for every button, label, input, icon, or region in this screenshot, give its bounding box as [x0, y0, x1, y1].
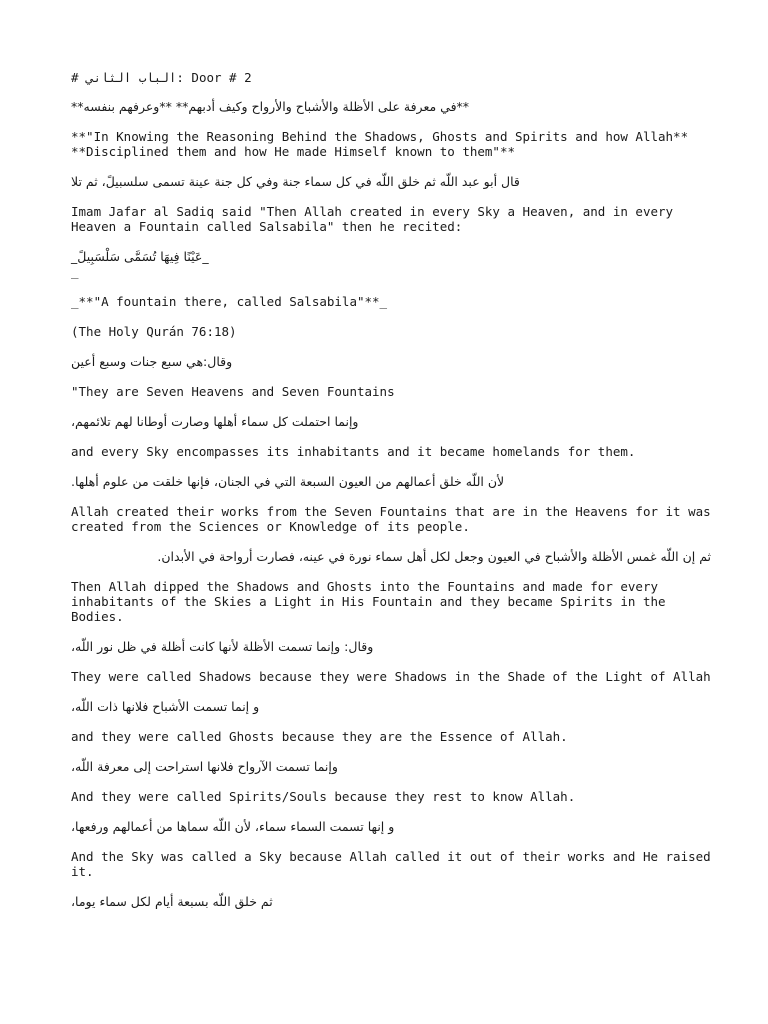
verse-citation: (The Holy Qurán 76:18): [71, 324, 237, 339]
arabic-verse: _عَيْنًا فِيهَا تُسَمَّى سَلْسَبِيلً_: [71, 249, 209, 264]
chapter-heading: # الباب الثاني: Door # 2: [71, 70, 252, 85]
english-paragraph: Then Allah dipped the Shadows and Ghosts into the Fountains and made for every inhabitants of the Skies a Light in His Fountain and they became Spirits in the Bodies.: [71, 579, 674, 624]
arabic-paragraph: قال أبو عبد اللّه ثم خلق اللّه في كل سماء جنة وفي كل جنة عينة تسمى سلسبيلً، ثم تلا: [71, 174, 520, 189]
arabic-paragraph: ثم خلق اللّه بسبعة أيام لكل سماء يوما،: [71, 894, 273, 909]
english-paragraph: Allah created their works from the Seven Fountains that are in the Heavens for it was created from the Sciences or Knowledge of its people.: [71, 504, 719, 534]
arabic-paragraph: و إنما تسمت الأشباح فلانها ذات اللّه،: [71, 699, 260, 714]
document-page: [71, 70, 719, 909]
english-paragraph: And the Sky was called a Sky because Allah called it out of their works and He raised it.: [71, 849, 719, 879]
english-paragraph: and they were called Ghosts because they are the Essence of Allah.: [71, 729, 568, 744]
english-paragraph: Imam Jafar al Sadiq said "Then Allah created in every Sky a Heaven, and in every Heaven a Fountain called Salsabila" then he recited:: [71, 204, 681, 234]
arabic-paragraph: وقال:هي سبع جنات وسبع أعين: [71, 354, 233, 369]
english-subtitle: **"In Knowing the Reasoning Behind the Shadows, Ghosts and Spirits and how Allah** **Disciplined them and how He made Himself known to them"**: [71, 129, 696, 159]
english-paragraph: And they were called Spirits/Souls because they rest to know Allah.: [71, 789, 576, 804]
arabic-paragraph: وإنما تسمت الآرواح فلانها استراحت إلى معرفة اللّه،: [71, 759, 338, 774]
english-verse: _**"A fountain there, called Salsabila"**_: [71, 294, 388, 309]
arabic-paragraph: وإنما احتملت كل سماء أهلها وصارت أوطانا لهم تلائمهم،: [71, 414, 359, 429]
verse-underscore: _: [71, 264, 79, 279]
arabic-paragraph: ثم إن اللّه غمس الأظلة والأشباح في العيون وجعل لكل أهل سماء نورة في عينه، فصارت أرواحة في الأبدان.: [157, 549, 711, 564]
english-paragraph: and every Sky encompasses its inhabitants and it became homelands for them.: [71, 444, 636, 459]
english-paragraph: They were called Shadows because they were Shadows in the Shade of the Light of Allah: [71, 669, 711, 684]
arabic-paragraph: و إنها تسمت السماء سماء، لأن اللّه سماها من أعمالهم ورفعها،: [71, 819, 395, 834]
arabic-paragraph: وقال: وإنما تسمت الأظلة لأنها كانت أظلة في ظل نور اللّه،: [71, 639, 374, 654]
arabic-subtitle: **في معرفة على الأظلة والأشباح والأرواح وكيف أدبهم** **وعرفهم بنفسه**: [71, 99, 470, 114]
english-paragraph: "They are Seven Heavens and Seven Fountains: [71, 384, 395, 399]
arabic-paragraph: لأن اللّه خلق أعمالهم من العيون السبعة التي في الجنان، فإنها خلقت من علوم أهلها.: [71, 474, 505, 489]
